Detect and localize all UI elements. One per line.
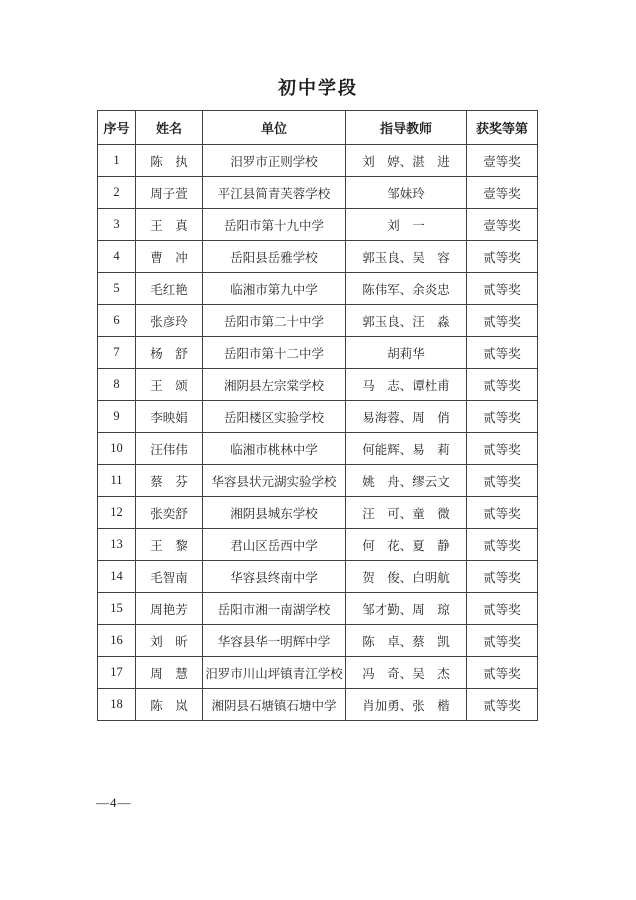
cell-school: 临湘市第九中学 [203, 273, 346, 305]
cell-award: 贰等奖 [467, 593, 538, 625]
cell-school: 湘阴县石塘镇石塘中学 [203, 689, 346, 721]
cell-advisors: 陈 卓、蔡 凯 [346, 625, 467, 657]
cell-name: 周艳芳 [136, 593, 203, 625]
table-row [98, 497, 538, 529]
cell-no: 2 [98, 177, 136, 209]
page-number: —4— [96, 795, 132, 810]
cell-name: 曹 冲 [136, 241, 203, 273]
cell-advisors: 肖加勇、张 楷 [346, 689, 467, 721]
cell-school: 岳阳市第二十中学 [203, 305, 346, 337]
cell-advisors: 易海蓉、周 俏 [346, 401, 467, 433]
cell-name: 王 真 [136, 209, 203, 241]
header-advisors: 指导教师 [346, 111, 467, 145]
cell-name: 王 颂 [136, 369, 203, 401]
cell-no: 15 [98, 593, 136, 625]
cell-school: 湘阴县城东学校 [203, 497, 346, 529]
cell-no: 8 [98, 369, 136, 401]
table-row [98, 561, 538, 593]
cell-award: 贰等奖 [467, 529, 538, 561]
cell-award: 贰等奖 [467, 369, 538, 401]
cell-no: 5 [98, 273, 136, 305]
cell-school: 华容县终南中学 [203, 561, 346, 593]
cell-advisors: 郭玉良、汪 淼 [346, 305, 467, 337]
cell-award: 贰等奖 [467, 497, 538, 529]
cell-award: 贰等奖 [467, 273, 538, 305]
cell-no: 11 [98, 465, 136, 497]
cell-school: 临湘市桃林中学 [203, 433, 346, 465]
cell-name: 张奕舒 [136, 497, 203, 529]
cell-award: 贰等奖 [467, 433, 538, 465]
cell-no: 16 [98, 625, 136, 657]
cell-advisors: 贺 俊、白明航 [346, 561, 467, 593]
cell-no: 10 [98, 433, 136, 465]
cell-name: 汪伟伟 [136, 433, 203, 465]
cell-name: 毛红艳 [136, 273, 203, 305]
cell-award: 贰等奖 [467, 561, 538, 593]
cell-advisors: 邹才勤、周 琼 [346, 593, 467, 625]
cell-advisors: 姚 舟、缪云文 [346, 465, 467, 497]
cell-school: 岳阳市第十二中学 [203, 337, 346, 369]
cell-school: 华容县状元湖实验学校 [203, 465, 346, 497]
cell-school: 平江县简青芙蓉学校 [203, 177, 346, 209]
cell-award: 壹等奖 [467, 145, 538, 177]
cell-name: 张彦玲 [136, 305, 203, 337]
cell-school: 岳阳楼区实验学校 [203, 401, 346, 433]
cell-no: 7 [98, 337, 136, 369]
cell-school: 岳阳市湘一南湖学校 [203, 593, 346, 625]
header-no: 序号 [98, 111, 136, 145]
cell-no: 3 [98, 209, 136, 241]
table-row [98, 433, 538, 465]
cell-advisors: 刘 一 [346, 209, 467, 241]
header-award: 获奖等第 [467, 111, 538, 145]
cell-award: 贰等奖 [467, 337, 538, 369]
cell-award: 壹等奖 [467, 209, 538, 241]
cell-name: 毛智南 [136, 561, 203, 593]
table-row [98, 625, 538, 657]
cell-name: 陈 岚 [136, 689, 203, 721]
cell-school: 华容县华一明辉中学 [203, 625, 346, 657]
table-row [98, 369, 538, 401]
cell-advisors: 郭玉良、吴 容 [346, 241, 467, 273]
cell-no: 17 [98, 657, 136, 689]
table-row [98, 465, 538, 497]
table-row [98, 593, 538, 625]
table-row [98, 305, 538, 337]
page-title: 初中学段 [278, 78, 358, 98]
table-row [98, 401, 538, 433]
cell-name: 周 慧 [136, 657, 203, 689]
cell-school: 岳阳市第十九中学 [203, 209, 346, 241]
cell-advisors: 汪 可、童 微 [346, 497, 467, 529]
cell-award: 壹等奖 [467, 177, 538, 209]
table-row [98, 529, 538, 561]
cell-advisors: 何 花、夏 静 [346, 529, 467, 561]
cell-school: 岳阳县岳雅学校 [203, 241, 346, 273]
cell-name: 蔡 芬 [136, 465, 203, 497]
cell-school: 君山区岳西中学 [203, 529, 346, 561]
table-row [98, 337, 538, 369]
cell-no: 18 [98, 689, 136, 721]
cell-award: 贰等奖 [467, 241, 538, 273]
table-row [98, 241, 538, 273]
table-header-row [98, 111, 538, 145]
cell-no: 4 [98, 241, 136, 273]
header-name: 姓名 [136, 111, 203, 145]
table-row [98, 177, 538, 209]
cell-award: 贰等奖 [467, 305, 538, 337]
cell-advisors: 马 志、谭杜甫 [346, 369, 467, 401]
table-row [98, 145, 538, 177]
cell-school: 湘阴县左宗棠学校 [203, 369, 346, 401]
cell-name: 王 黎 [136, 529, 203, 561]
table-row [98, 689, 538, 721]
cell-award: 贰等奖 [467, 657, 538, 689]
cell-name: 陈 执 [136, 145, 203, 177]
cell-advisors: 何能辉、易 莉 [346, 433, 467, 465]
table-row [98, 657, 538, 689]
header-school: 单位 [203, 111, 346, 145]
cell-school: 汨罗市川山坪镇青江学校 [203, 657, 346, 689]
cell-advisors: 陈伟军、余炎忠 [346, 273, 467, 305]
cell-award: 贰等奖 [467, 689, 538, 721]
cell-no: 6 [98, 305, 136, 337]
cell-no: 12 [98, 497, 136, 529]
cell-name: 周子萱 [136, 177, 203, 209]
cell-no: 1 [98, 145, 136, 177]
cell-award: 贰等奖 [467, 625, 538, 657]
cell-no: 14 [98, 561, 136, 593]
cell-name: 刘 昕 [136, 625, 203, 657]
cell-name: 李映娟 [136, 401, 203, 433]
cell-advisors: 胡莉华 [346, 337, 467, 369]
cell-school: 汨罗市正则学校 [203, 145, 346, 177]
cell-award: 贰等奖 [467, 401, 538, 433]
cell-award: 贰等奖 [467, 465, 538, 497]
cell-no: 9 [98, 401, 136, 433]
cell-name: 杨 舒 [136, 337, 203, 369]
cell-advisors: 邹妹玲 [346, 177, 467, 209]
cell-no: 13 [98, 529, 136, 561]
table-row [98, 273, 538, 305]
award-table [97, 110, 538, 721]
table-row [98, 209, 538, 241]
cell-advisors: 刘 婷、湛 进 [346, 145, 467, 177]
cell-advisors: 冯 奇、吴 杰 [346, 657, 467, 689]
